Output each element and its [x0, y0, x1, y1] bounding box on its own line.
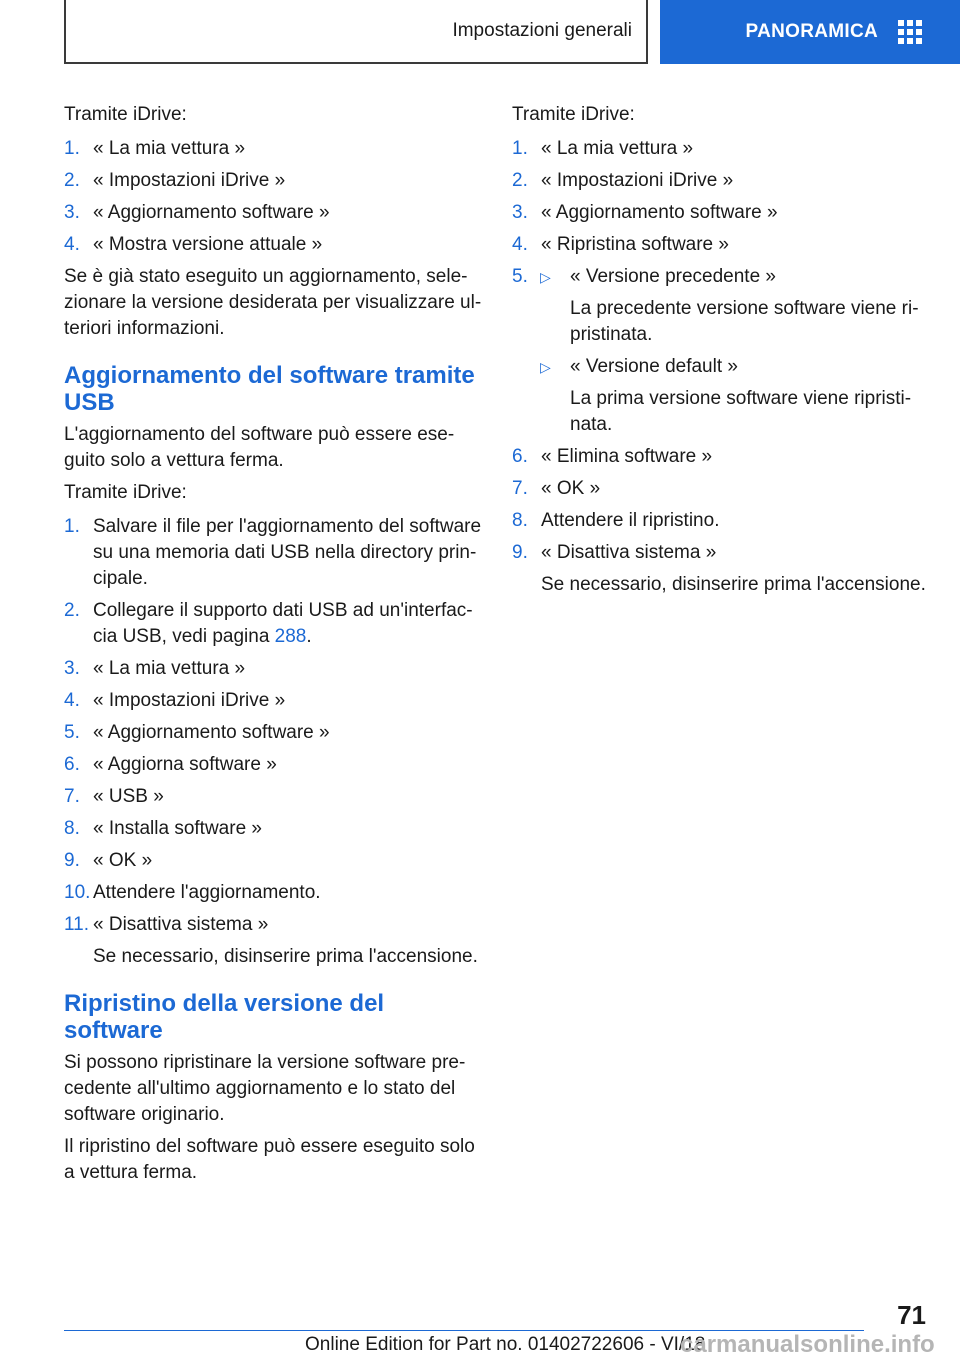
step-text: « Aggiornamento software » — [93, 202, 330, 223]
step-text: « Installa software » — [93, 818, 262, 839]
list-item — [64, 514, 484, 592]
page-number: 71 — [897, 1300, 926, 1330]
restore-heading: Ripristino della versione del software — [64, 990, 385, 1044]
watermark: carmanualsonline.info — [680, 1331, 935, 1358]
step-number: 9. — [512, 542, 528, 563]
step-number: 8. — [64, 818, 80, 839]
list-item — [64, 912, 484, 970]
steps-list — [64, 136, 484, 258]
step-number: 4. — [64, 690, 80, 711]
option-note: La prima versione software viene ripristinata. — [570, 388, 912, 435]
paragraph: Se è già stato eseguito un aggiornamento, selezionare la versione desiderata per visualizzare ulteriori informazioni. — [64, 266, 482, 339]
step-text: « La mia vettura » — [93, 658, 246, 679]
options-list — [512, 264, 932, 438]
page-link[interactable]: 288 — [274, 626, 307, 647]
step-note: Se necessario, disinserire prima l'accensione. — [541, 574, 926, 595]
step-number: 3. — [64, 202, 80, 223]
list-item — [64, 598, 484, 650]
step-number: 5. — [64, 722, 80, 743]
step-number: 3. — [512, 202, 528, 223]
option-text: « Versione default » — [570, 356, 738, 377]
list-item — [64, 232, 484, 258]
step-text: « Mostra versione attuale » — [93, 234, 323, 255]
step-number: 7. — [64, 786, 80, 807]
step-text: Attendere l'aggiornamento. — [93, 882, 321, 903]
intro-text: Tramite iDrive: — [64, 482, 187, 503]
step-number: 3. — [64, 658, 80, 679]
step-number: 1. — [64, 516, 80, 537]
edition-text: Online Edition for Part no. 01402722606 - VI/18 — [305, 1334, 706, 1355]
list-item — [64, 720, 484, 746]
overview-nav-button[interactable] — [660, 0, 960, 64]
step-number: 2. — [64, 600, 80, 621]
usb-steps-list — [64, 514, 484, 970]
list-item — [512, 540, 932, 598]
list-item — [512, 354, 932, 438]
step-text: « OK » — [541, 478, 601, 499]
step-number: 7. — [512, 478, 528, 499]
list-item — [512, 232, 932, 258]
list-item — [512, 200, 932, 226]
step-text: « Disattiva sistema » — [541, 542, 717, 563]
step-number: 1. — [512, 138, 528, 159]
step-text: « Impostazioni iDrive » — [93, 170, 286, 191]
paragraph: Il ripristino del software può essere eseguito solo a vettura ferma. — [64, 1136, 475, 1183]
triangle-bullet-icon: ▷ — [540, 359, 551, 375]
step-number: 1. — [64, 138, 80, 159]
step-note: Se necessario, disinserire prima l'accensione. — [93, 946, 478, 967]
section-title-tab — [64, 0, 648, 64]
step-text: Attendere il ripristino. — [541, 510, 720, 531]
section-title: Impostazioni generali — [452, 20, 632, 41]
list-item — [512, 476, 932, 502]
intro-text: Tramite iDrive: — [512, 104, 635, 125]
step-text-end: . — [306, 626, 312, 647]
list-item — [64, 656, 484, 682]
step-text: « Elimina software » — [541, 446, 713, 467]
step-number: 4. — [64, 234, 80, 255]
restore-steps-list — [512, 136, 932, 258]
step-text: « Aggiornamento software » — [541, 202, 778, 223]
step-text: « Aggiorna software » — [93, 754, 277, 775]
step-number: 11. — [64, 914, 90, 935]
step-text: « Ripristina software » — [541, 234, 729, 255]
option-note: La precedente versione software viene ripristinata. — [570, 298, 919, 345]
step-number: 6. — [64, 754, 80, 775]
step-number: 2. — [512, 170, 528, 191]
list-item — [64, 752, 484, 778]
step-number: 5. — [512, 266, 528, 287]
step-text: « Aggiornamento software » — [93, 722, 330, 743]
intro-text: Tramite iDrive: — [64, 104, 187, 125]
step-number: 4. — [512, 234, 528, 255]
list-item — [64, 880, 484, 906]
step-number: 2. — [64, 170, 80, 191]
step-number: 6. — [512, 446, 528, 467]
list-item — [64, 136, 484, 162]
step-text: « USB » — [93, 786, 164, 807]
restore-steps-list-continued — [512, 444, 932, 598]
step-number: 9. — [64, 850, 80, 871]
step-text: « Impostazioni iDrive » — [541, 170, 734, 191]
right-column — [512, 100, 932, 604]
step-text: « La mia vettura » — [93, 138, 246, 159]
list-item — [512, 444, 932, 470]
step-text: Salvare il file per l'aggiornamento del software su una memoria dati USB nella directory principale. — [93, 516, 482, 589]
list-item — [512, 264, 932, 348]
list-item — [64, 688, 484, 714]
option-text: « Versione precedente » — [570, 266, 776, 287]
paragraph: Si possono ripristinare la versione software precedente all'ultimo aggiornamento e lo stato del software originario. — [64, 1052, 466, 1125]
list-item — [64, 168, 484, 194]
list-item — [512, 168, 932, 194]
list-item — [64, 816, 484, 842]
step-text: « OK » — [93, 850, 153, 871]
paragraph: L'aggiornamento del software può essere eseguito solo a vettura ferma. — [64, 424, 455, 471]
triangle-bullet-icon: ▷ — [540, 269, 551, 285]
step-number: 8. — [512, 510, 528, 531]
step-text: « Disattiva sistema » — [93, 914, 269, 935]
step-text: « Impostazioni iDrive » — [93, 690, 286, 711]
overview-nav-label: PANORAMICA — [745, 21, 878, 42]
list-item — [64, 848, 484, 874]
grid-icon — [898, 20, 922, 44]
step-text: Collegare il supporto dati USB ad un'interfaccia USB, vedi pagina — [93, 600, 473, 647]
step-number: 10. — [64, 882, 91, 903]
list-item — [512, 136, 932, 162]
list-item — [64, 200, 484, 226]
list-item — [512, 508, 932, 534]
step-text: « La mia vettura » — [541, 138, 694, 159]
usb-update-heading: Aggiornamento del software tramite USB — [64, 362, 475, 416]
left-column — [64, 100, 484, 1192]
list-item — [64, 784, 484, 810]
